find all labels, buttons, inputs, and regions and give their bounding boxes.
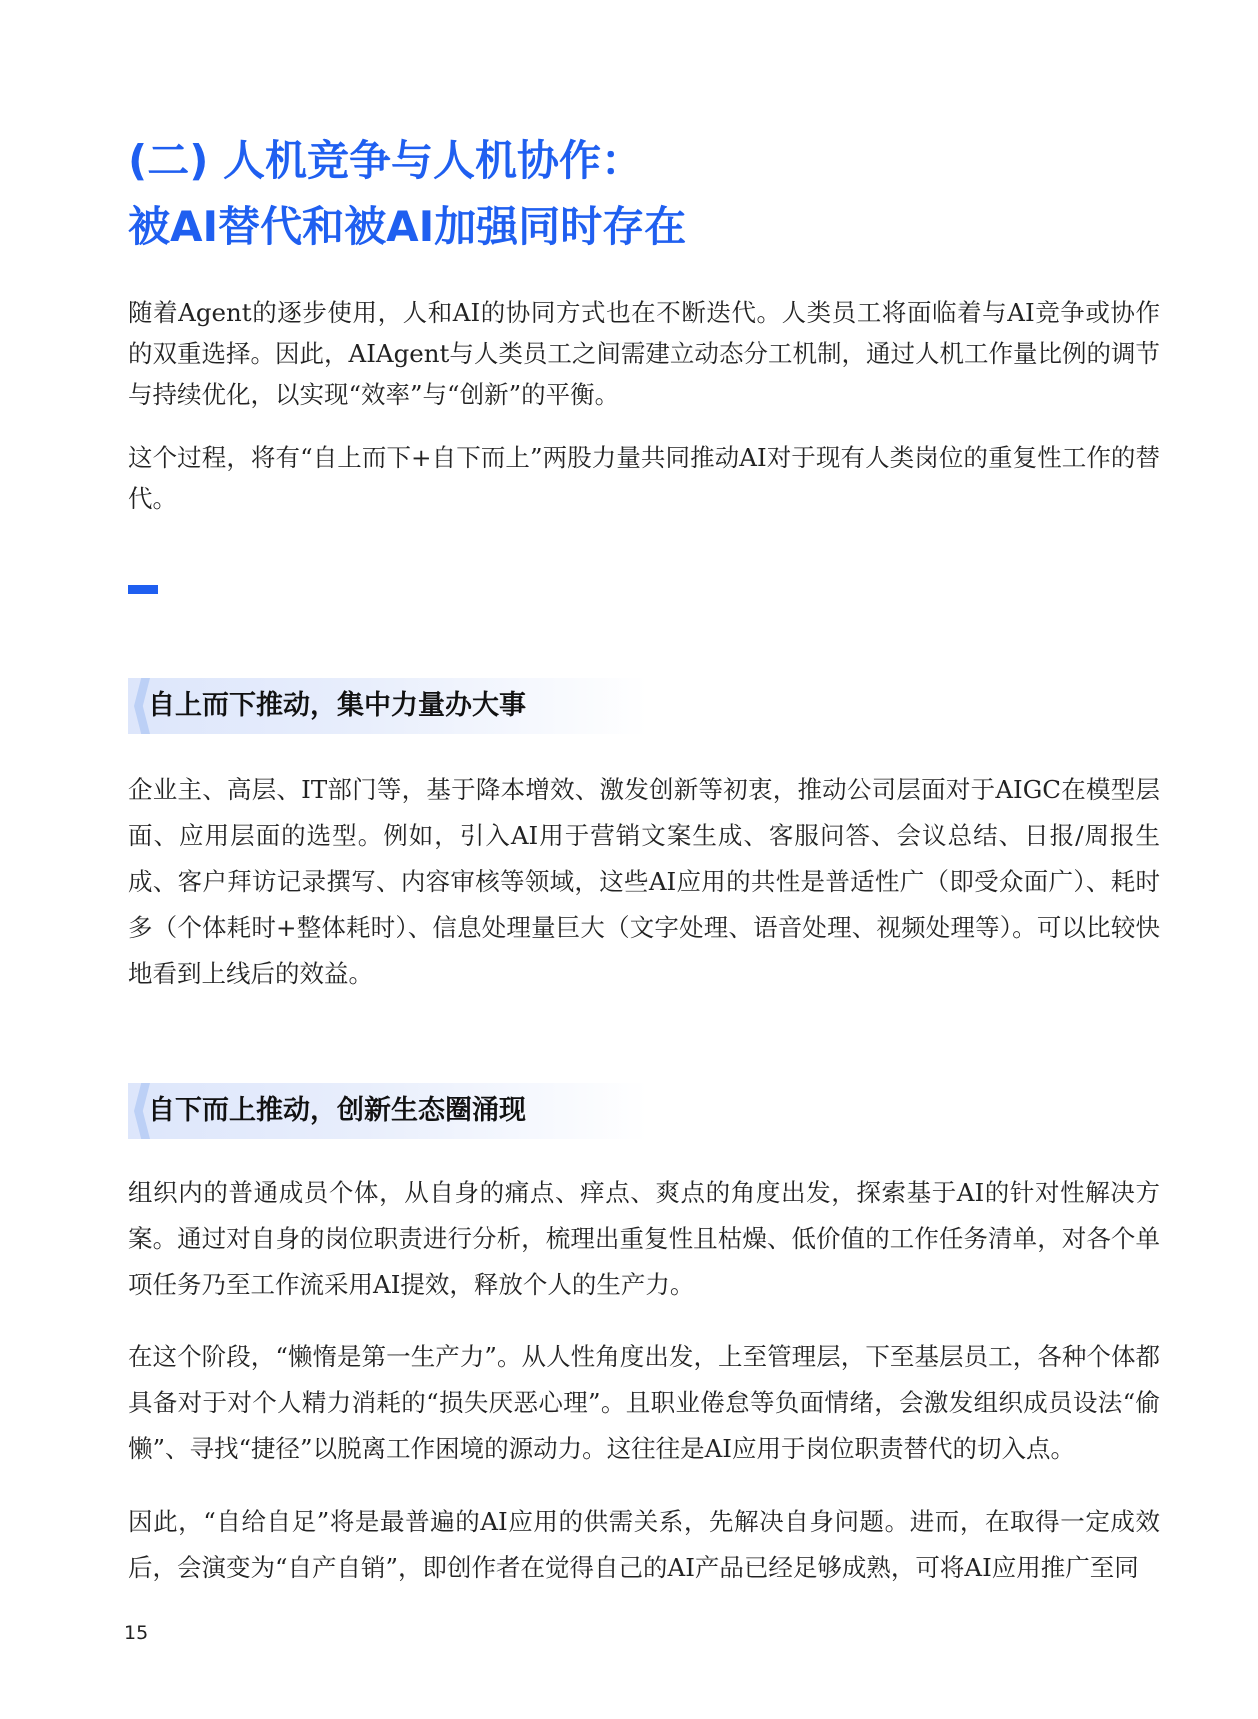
section-heading-top-down bbox=[128, 678, 648, 734]
section-heading-bottom-up bbox=[128, 1083, 648, 1139]
section-heading-label: 自下而上推动，创新生态圈涌现 bbox=[148, 1095, 526, 1126]
page-title-line-2: 被AI替代和被AI加强同时存在 bbox=[128, 202, 687, 251]
intro-paragraph-1: 随着Agent的逐步使用，人和AI的协同方式也在不断迭代。人类员工将面临着与AI竞争或协作的双重选择。因此，AIAgent与人类员工之间需建立动态分工机制，通过人机工作量比例的调节与持续优化，以实现“效率”与“创新”的平衡。 bbox=[128, 298, 1160, 409]
page-number: 15 bbox=[124, 1622, 149, 1644]
bottom-up-paragraph-3: 因此，“自给自足”将是最普遍的AI应用的供需关系，先解决自身问题。进而，在取得一定成效后，会演变为“自产自销”，即创作者在觉得自己的AI产品已经足够成熟，可将AI应用推广至同 bbox=[128, 1507, 1160, 1582]
top-down-paragraph: 企业主、高层、IT部门等，基于降本增效、激发创新等初衷，推动公司层面对于AIGC在模型层面、应用层面的选型。例如，引入AI用于营销文案生成、客服问答、会议总结、日报/周报生成、客户拜访记录撰写、内容审核等领域，这些AI应用的共性是普适性广（即受众面广）、耗时多（个体耗时+整体耗时）、信息处理量巨大（文字处理、语音处理、视频处理等）。可以比较快地看到上线后的效益。 bbox=[128, 775, 1160, 988]
intro-paragraph-2: 这个过程，将有“自上而下+自下而上”两股力量共同推动AI对于现有人类岗位的重复性工作的替代。 bbox=[128, 443, 1160, 513]
bottom-up-paragraph-2: 在这个阶段，“懒惰是第一生产力”。从人性角度出发，上至管理层，下至基层员工，各种个体都具备对于对个人精力消耗的“损失厌恶心理”。且职业倦怠等负面情绪，会激发组织成员设法“偷懒”、寻找“捷径”以脱离工作困境的源动力。这往往是AI应用于岗位职责替代的切入点。 bbox=[128, 1342, 1160, 1463]
section-heading-label: 自上而下推动，集中力量办大事 bbox=[148, 690, 526, 721]
page-title bbox=[128, 128, 1148, 260]
accent-divider bbox=[128, 585, 158, 594]
page-title-line-1: (二) 人机竞争与人机协作： bbox=[128, 136, 644, 185]
bottom-up-paragraph-1: 组织内的普通成员个体，从自身的痛点、痒点、爽点的角度出发，探索基于AI的针对性解决方案。通过对自身的岗位职责进行分析，梳理出重复性且枯燥、低价值的工作任务清单，对各个单项任务乃至工作流采用AI提效，释放个人的生产力。 bbox=[128, 1178, 1160, 1299]
